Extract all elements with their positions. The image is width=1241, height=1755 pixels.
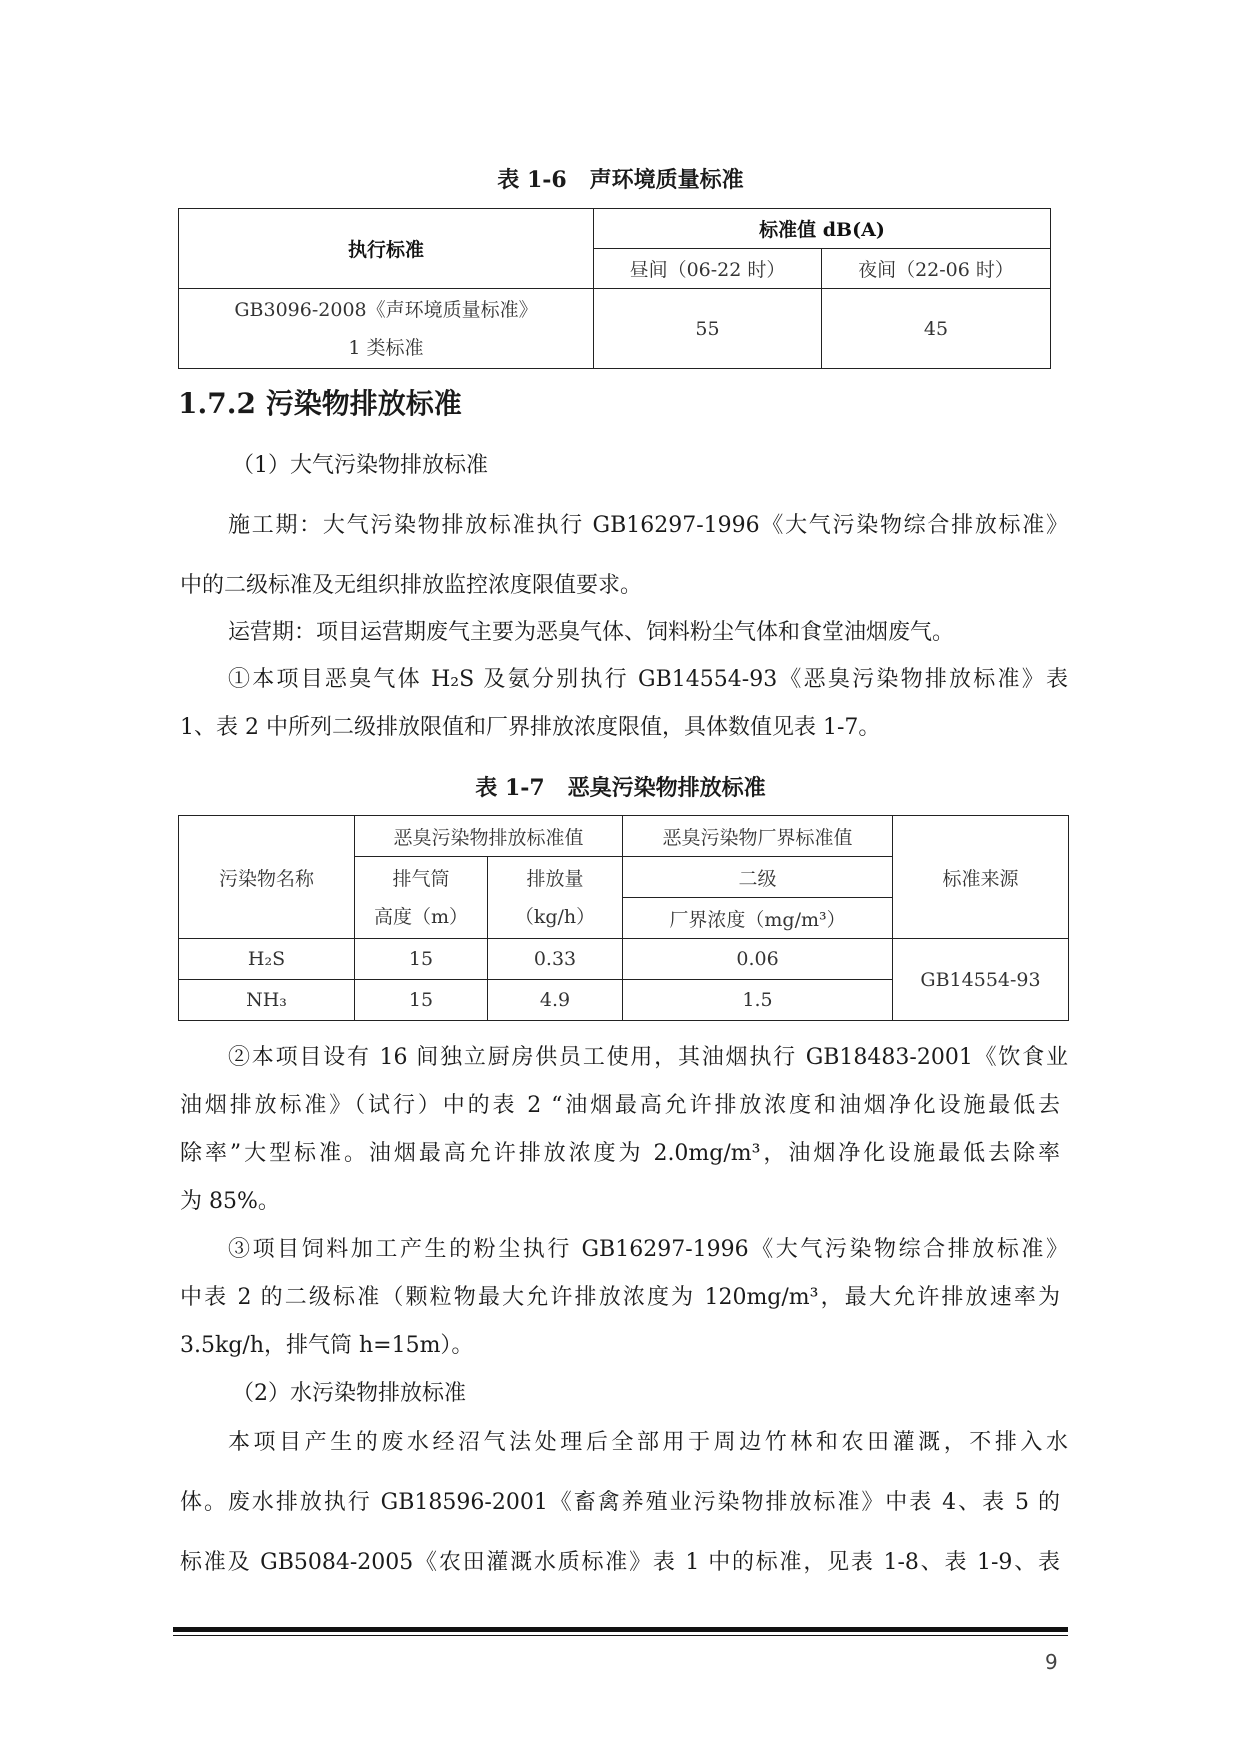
item3-line1: ③项目饲料加工产生的粉尘执行 GB16297-1996《大气污染物综合排放标准》	[228, 1237, 1068, 1262]
section-heading: 1.7.2 污染物排放标准	[178, 387, 462, 420]
row-rate: 4.9	[488, 980, 623, 1021]
para-operation: 运营期：项目运营期废气主要为恶臭气体、饲料粉尘气体和食堂油烟废气。	[228, 620, 955, 645]
col-source: 标准来源	[893, 816, 1069, 939]
item2-line4: 为 85%。	[180, 1189, 280, 1214]
sub-emission-rate	[488, 857, 623, 939]
row-rate: 0.33	[488, 939, 623, 980]
table-1-6-caption: 表 1-6 声环境质量标准	[497, 167, 744, 193]
water-line2: 体。废水排放执行 GB18596-2001《畜禽养殖业污染物排放标准》中表 4、表 5 的	[180, 1490, 1060, 1515]
footer-rule-thin	[173, 1635, 1068, 1636]
item2-line1: ②本项目设有 16 间独立厨房供员工使用，其油烟执行 GB18483-2001《饮食业	[228, 1045, 1068, 1070]
item3-line3: 3.5kg/h，排气筒 h=15m）。	[180, 1333, 474, 1358]
sub-grade: 二级	[623, 857, 893, 898]
sub-stack-height	[355, 857, 488, 939]
item1-line1: ①本项目恶臭气体 H₂S 及氨分别执行 GB14554-93《恶臭污染物排放标准》表	[228, 667, 1068, 692]
row-day-value: 55	[594, 289, 822, 369]
item2-line2: 油烟排放标准》（试行）中的表 2 “油烟最高允许排放浓度和油烟净化设施最低去	[180, 1093, 1060, 1118]
row-conc: 1.5	[623, 980, 893, 1021]
row-standard-line1: GB3096-2008《声环境质量标准》	[234, 298, 538, 321]
header-day: 昼间（06-22 时）	[594, 249, 822, 289]
table-1-7-caption: 表 1-7 恶臭污染物排放标准	[475, 775, 766, 801]
item3-line2: 中表 2 的二级标准（颗粒物最大允许排放浓度为 120mg/m³，最大允许排放速率为	[180, 1285, 1060, 1310]
col-emission-standard: 恶臭污染物排放标准值	[355, 816, 623, 857]
sub-stack-line1: 排气筒	[392, 867, 450, 890]
sub-concentration: 厂界浓度（mg/m³）	[623, 898, 893, 939]
col-boundary-standard: 恶臭污染物厂界标准值	[623, 816, 893, 857]
row-standard-line2: 1 类标准	[348, 336, 424, 359]
header-night: 夜间（22-06 时）	[822, 249, 1051, 289]
sub-stack-line2: 高度（m）	[373, 905, 469, 928]
row-stack: 15	[355, 980, 488, 1021]
subheading-air: （1）大气污染物排放标准	[232, 453, 488, 478]
item2-line3: 除率”大型标准。油烟最高允许排放浓度为 2.0mg/m³，油烟净化设施最低去除率	[180, 1141, 1060, 1166]
page-number: 9	[1045, 1650, 1058, 1674]
row-night-value: 45	[822, 289, 1051, 369]
col-pollutant-name: 污染物名称	[179, 816, 355, 939]
row-standard	[179, 289, 594, 369]
row-conc: 0.06	[623, 939, 893, 980]
table-1-6	[178, 208, 1051, 369]
item1-line2: 1、表 2 中所列二级排放限值和厂界排放浓度限值，具体数值见表 1-7。	[180, 715, 881, 740]
row-source: GB14554-93	[893, 939, 1069, 1021]
row-name: H₂S	[179, 939, 355, 980]
sub-rate-line1: 排放量	[526, 867, 584, 890]
footer-rule-thick	[173, 1627, 1068, 1632]
para-construction-2: 中的二级标准及无组织排放监控浓度限值要求。	[180, 573, 643, 598]
table-1-7	[178, 815, 1069, 1021]
subheading-water: （2）水污染物排放标准	[232, 1381, 466, 1406]
water-line1: 本项目产生的废水经沼气法处理后全部用于周边竹林和农田灌溉，不排入水	[228, 1430, 1068, 1455]
table-row	[179, 939, 1069, 980]
row-stack: 15	[355, 939, 488, 980]
para-construction-1: 施工期：大气污染物排放标准执行 GB16297-1996《大气污染物综合排放标准》	[228, 513, 1068, 538]
header-value: 标准值 dB(A)	[594, 209, 1051, 249]
header-standard: 执行标准	[179, 209, 594, 289]
row-name: NH₃	[179, 980, 355, 1021]
sub-rate-line2: （kg/h）	[514, 905, 596, 928]
water-line3: 标准及 GB5084-2005《农田灌溉水质标准》表 1 中的标准，见表 1-8、表 1-9、表	[180, 1550, 1060, 1575]
